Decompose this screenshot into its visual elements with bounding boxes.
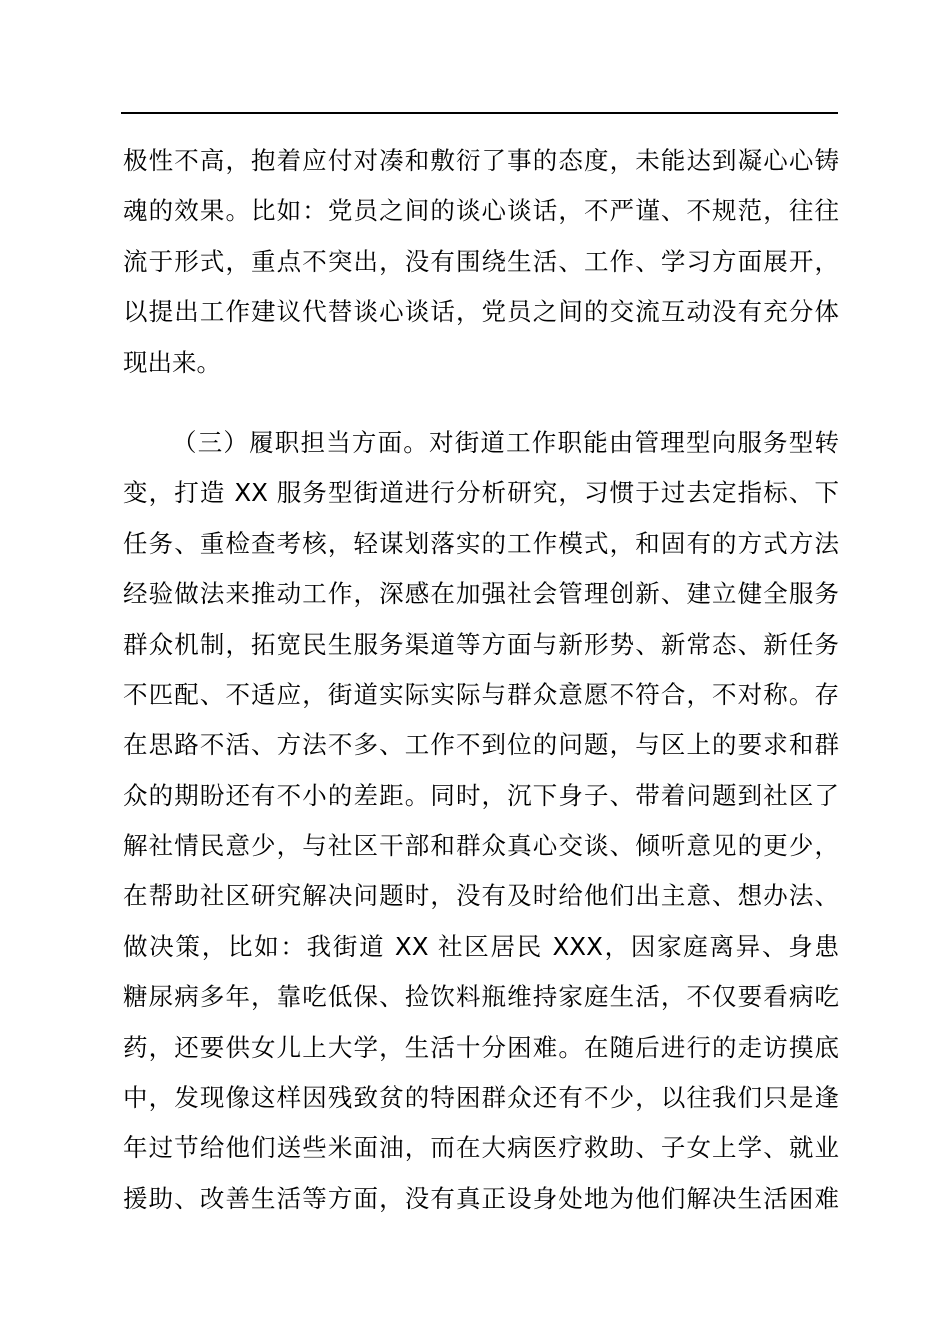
- paragraph-continuation: [123, 136, 839, 388]
- text-line: 经验做法来推动工作，深感在加强社会管理创新、建立健全服务: [123, 579, 839, 609]
- text-line: 在帮助社区研究解决问题时，没有及时给他们出主意、想办法、: [123, 881, 839, 911]
- text-line: 糖尿病多年，靠吃低保、捡饮料瓶维持家庭生活，不仅要看病吃: [123, 982, 839, 1012]
- text-line: 援助、改善生活等方面，没有真正设身处地为他们解决生活困难: [123, 1183, 839, 1213]
- paragraph-performance-duty: [123, 418, 839, 1224]
- text-line: 极性不高，抱着应付对凑和敷衍了事的态度，未能达到凝心心铸: [123, 146, 839, 175]
- text-line: 药，还要供女儿上大学，生活十分困难。在随后进行的走访摸底: [123, 1032, 839, 1062]
- text-line: 魂的效果。比如：党员之间的谈心谈话，不严谨、不规范，往往: [123, 196, 839, 226]
- section-heading-line: （三）履职担当方面。对街道工作职能由管理型向服务型转: [172, 427, 839, 457]
- text-line: 现出来。: [123, 347, 221, 377]
- text-line: 流于形式，重点不突出，没有围绕生活、工作、学习方面展开，: [123, 246, 839, 276]
- text-line: 中，发现像这样因残致贫的特困群众还有不少，以往我们只是逢: [123, 1083, 839, 1113]
- text-line: 变，打造 XX 服务型街道进行分析研究，习惯于过去定指标、下: [123, 478, 839, 508]
- text-line: 任务、重检查考核，轻谋划落实的工作模式，和固有的方式方法: [123, 528, 839, 558]
- text-line: 解社情民意少，与社区干部和群众真心交谈、倾听意见的更少，: [123, 831, 839, 861]
- document-body: [123, 136, 839, 1224]
- text-line: 年过节给他们送些米面油，而在大病医疗救助、子女上学、就业: [123, 1133, 839, 1163]
- text-line: 不匹配、不适应，街道实际实际与群众意愿不符合，不对称。存: [123, 679, 839, 709]
- text-line: 群众机制，拓宽民生服务渠道等方面与新形势、新常态、新任务: [123, 629, 839, 659]
- text-line: 在思路不活、方法不多、工作不到位的问题，与区上的要求和群: [123, 730, 839, 760]
- text-line: 众的期盼还有不小的差距。同时，沉下身子、带着问题到社区了: [123, 780, 839, 810]
- text-line: 做决策，比如：我街道 XX 社区居民 XXX，因家庭离异、身患: [123, 931, 839, 961]
- header-rule: [121, 112, 838, 114]
- text-line: 以提出工作建议代替谈心谈话，党员之间的交流互动没有充分体: [123, 297, 839, 327]
